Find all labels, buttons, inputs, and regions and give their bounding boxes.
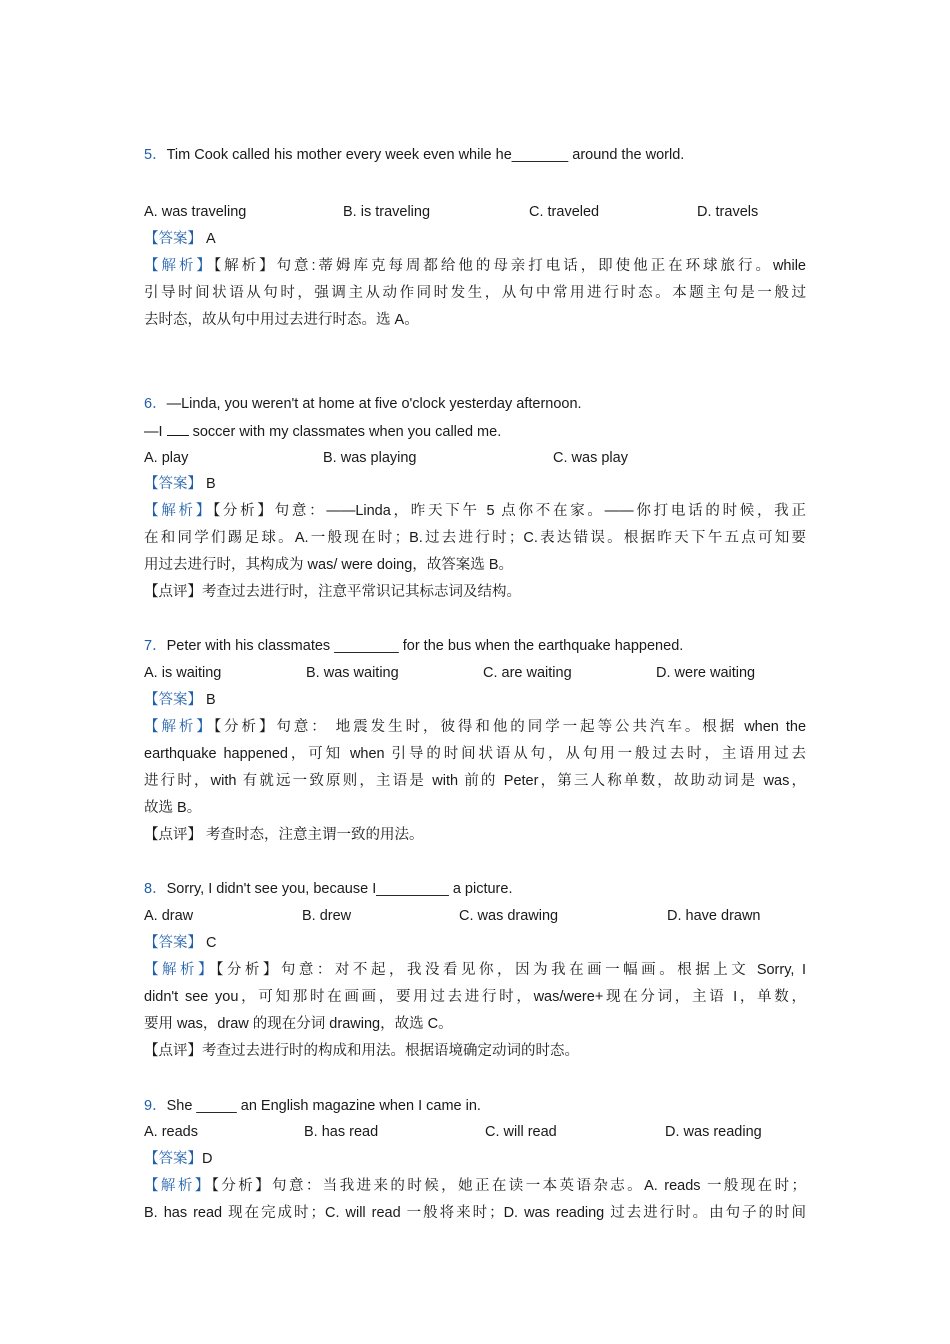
analysis-line: 去时态，故从句中用过去进行时态。选 A。 [144,312,419,328]
analysis-line: 【解析】【分析】句意：——Linda，昨天下午 5 点你不在家。——你打电话的时候，我正 [144,503,806,519]
option-b: B. is traveling [343,204,431,220]
analysis-line: B. has read 现在完成时；C. will read 一般将来时；D. was reading 过去进行时。由句子的时间 [144,1205,806,1221]
option-a: A. is waiting [144,665,222,681]
option-d: D. was reading [665,1124,762,1140]
question-7-stem [144,636,683,656]
answer-line [144,933,217,953]
answer-tag: 【答案】 [144,692,202,708]
analysis-line: 【解析】【解析】句意:蒂姆库克每周都给他的母亲打电话，即使他正在环球旅行。while [144,258,807,274]
analysis-line: 用过去进行时，其构成为 was/ were doing，故答案选 B。 [144,557,514,573]
option-b: B. drew [302,908,352,924]
question-text: Sorry, I didn't see you, because I_________ a picture. [166,881,513,897]
option-a: A. play [144,450,189,466]
option-d: D. travels [697,204,759,220]
analysis-line: didn't see you，可知那时在画画，要用过去进行时，was/were+现在分词，主语 I，单数， [144,989,806,1005]
answer-value: B [206,692,216,708]
option-a: A. was traveling [144,204,247,220]
analysis-line: 【解析】【分析】句意：对不起，我没看见你，因为我在画一幅画。根据上文 Sorry, I [144,962,806,978]
question-text: Tim Cook called his mother every week even while he_______ around the world. [166,147,685,163]
option-a: A. draw [144,908,194,924]
answer-value: C [206,935,217,951]
answer-tag: 【答案】 [144,935,202,951]
analysis-tag: 【解析】 [144,503,213,519]
option-c: C. traveled [529,204,600,220]
answer-line [144,474,216,494]
analysis-tag: 【解析】 [144,962,217,978]
question-6-stem-2: —I soccer with my classmates when you called me. [144,421,501,442]
analysis-tag: 【解析】 [144,1178,212,1194]
comment-line: 【点评】考查过去进行时的构成和用法。根据语境确定动词的时态。 [144,1043,579,1059]
analysis-line: 进行时，with 有就远一致原则，主语是 with 前的 Peter，第三人称单数，故助动词是 was， [144,773,806,789]
answer-line [144,690,216,710]
comment-line: 【点评】考查过去进行时，注意平常识记其标志词及结构。 [144,584,521,600]
answer-blank [167,421,189,436]
question-8-stem [144,879,512,899]
option-d: D. were waiting [656,665,756,681]
analysis-line: 故选 B。 [144,800,202,816]
question-number: 5． [144,147,167,163]
analysis-tag: 【解析】 [144,719,214,735]
question-number: 9． [144,1098,167,1114]
analysis-line: 在和同学们踢足球。A.一般现在时；B.过去进行时；C.表达错误。根据昨天下午五点可知要 [144,530,806,546]
answer-value: D [202,1151,213,1167]
answer-line [144,229,216,249]
answer-value: B [206,476,216,492]
answer-tag: 【答案】 [144,231,202,247]
question-6-stem [144,394,582,414]
option-c: C. was play [553,450,628,466]
option-c: C. are waiting [483,665,572,681]
answer-tag: 【答案】 [144,1151,202,1167]
analysis-line: 引导时间状语从句时，强调主从动作同时发生，从句中常用进行时态。本题主句是一般过 [144,285,806,301]
answer-line [144,1149,212,1169]
answer-tag: 【答案】 [144,476,202,492]
analysis-line: earthquake happened，可知 when 引导的时间状语从句，从句用一般过去时，主语用过去 [144,746,806,762]
option-c: C. will read [485,1124,557,1140]
option-c: C. was drawing [459,908,559,924]
question-number: 8． [144,881,167,897]
question-number: 7． [144,638,167,654]
analysis-line: 【解析】【分析】句意： 地震发生时，彼得和他的同学一起等公共汽车。根据 when the [144,719,807,735]
option-b: B. has read [304,1124,379,1140]
option-b: B. was waiting [306,665,399,681]
answer-value: A [206,231,216,247]
option-b: B. was playing [323,450,417,466]
analysis-line: 要用 was，draw 的现在分词 drawing，故选 C。 [144,1016,453,1032]
question-9-stem [144,1096,481,1116]
question-5-stem [144,145,684,165]
question-text: Peter with his classmates ________ for the bus when the earthquake happened. [166,638,684,654]
comment-line: 【点评】 考查时态，注意主谓一致的用法。 [144,827,424,843]
question-text: She _____ an English magazine when I came in. [166,1098,481,1114]
question-text: —Linda, you weren't at home at five o'clock yesterday afternoon. [166,396,582,412]
analysis-tag: 【解析】 [144,258,214,274]
question-number: 6． [144,396,167,412]
analysis-line: 【解析】【分析】句意：当我进来的时候，她正在读一本英语杂志。A. reads 一般现在时； [144,1178,807,1194]
option-a: A. reads [144,1124,198,1140]
option-d: D. have drawn [667,908,761,924]
